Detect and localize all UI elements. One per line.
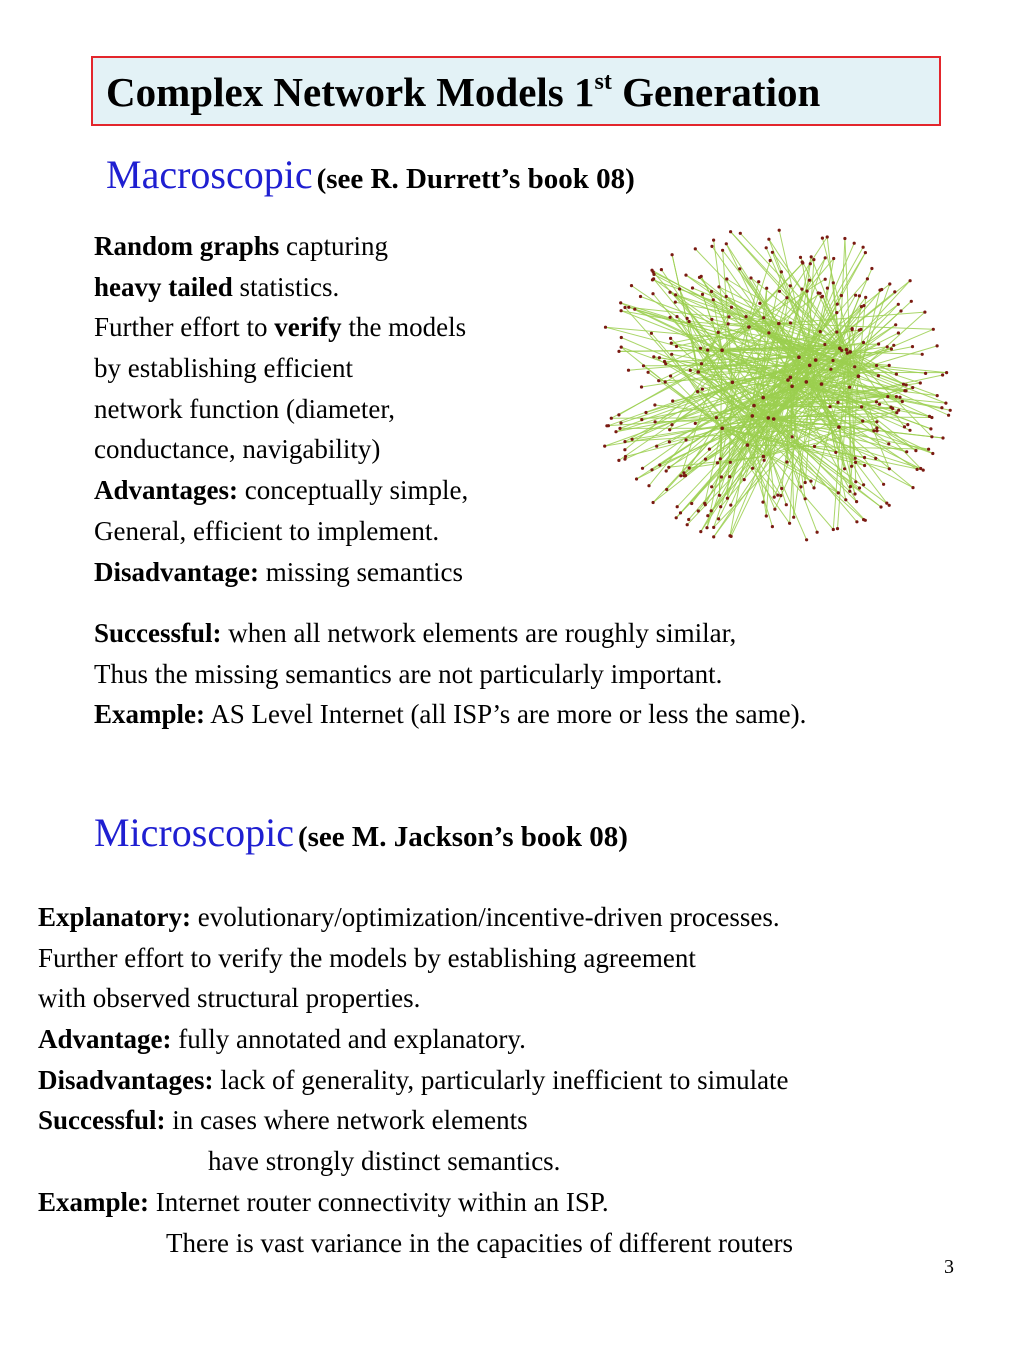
text-line: Example: AS Level Internet (all ISP’s are more or less the same). [94,699,807,730]
text-line: Thus the missing semantics are not particularly important. [94,658,723,689]
text-line: General, efficient to implement. [94,515,440,546]
text-line: Advantage: fully annotated and explanatory. [38,1024,526,1055]
text-line: Example: Internet router connectivity within an ISP. [38,1186,609,1217]
text-line: Disadvantages: lack of generality, particularly inefficient to simulate [38,1064,789,1095]
text-line: have strongly distinct semantics. [208,1146,561,1177]
text-line: There is vast variance in the capacities of different routers [166,1227,793,1258]
text-line: Disadvantage: missing semantics [94,556,464,587]
text-line: Successful: when all network elements are roughly similar, [94,618,737,648]
text-line: with observed structural properties. [38,983,421,1014]
text-line: Explanatory: evolutionary/optimization/incentive-driven processes. [38,902,780,932]
page-number: 3 [944,1256,954,1278]
microscopic-heading: Microscopic (see M. Jackson’s book 08) [94,810,628,855]
macroscopic-description [94,226,468,592]
macroscopic-success [94,613,806,735]
text-line: Further effort to verify the models [94,312,467,343]
text-line: Advantages: conceptually simple, [94,475,469,506]
text-line: conductance, navigability) [94,434,381,465]
text-line: heavy tailed statistics. [94,271,340,302]
text-line: Random graphs capturing [94,231,389,261]
text-line: Further effort to verify the models by establishing agreement [38,942,696,973]
slide-title: Complex Network Models 1st Generation [106,69,821,115]
random-network-graph-image [582,220,962,560]
text-line: by establishing efficient [94,353,353,384]
text-line: Successful: in cases where network elements [38,1105,528,1136]
microscopic-description [38,897,793,1263]
macroscopic-heading: Macroscopic (see R. Durrett’s book 08) [106,152,635,197]
text-line: network function (diameter, [94,393,396,424]
